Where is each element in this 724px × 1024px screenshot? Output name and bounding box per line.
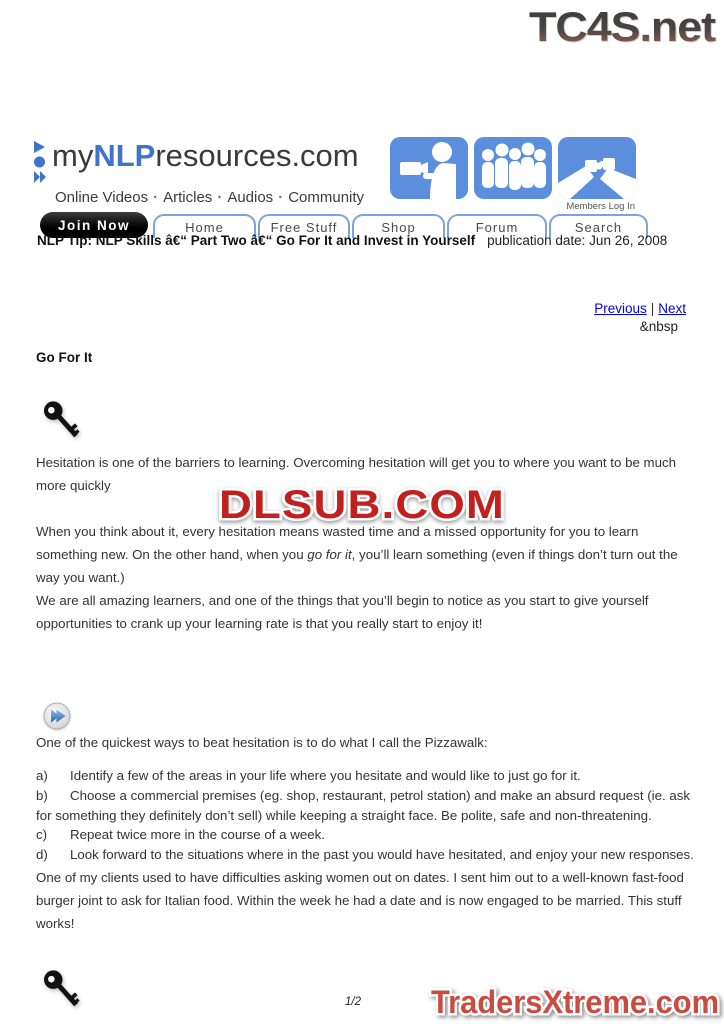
people-group-silhouette-tile: [474, 137, 552, 199]
tagline-item: Articles: [163, 189, 213, 206]
tagline-dot: ·: [278, 189, 284, 206]
logo-my: my: [52, 138, 94, 173]
paragraph-text: When you think about it, every hesitation means wasted time and a missed opportunity for you to learn something new. On the other hand, when you: [36, 524, 639, 562]
article-pager: [594, 301, 686, 334]
logo-tagline: [55, 189, 383, 206]
dlsub-watermark-text: DLSUB.COM: [219, 483, 505, 526]
paragraph-amazing-learners: We are all amazing learners, and one of the things that you’ll begin to notice as you start to give yourself opportunities to crank up your learning rate is that you really start to enjoy it!: [36, 593, 649, 631]
site-logo: [33, 138, 383, 206]
list-item-label: d): [36, 847, 48, 863]
list-item-label: c): [36, 827, 48, 843]
logo-text: [52, 138, 359, 174]
nbsp-artifact-text: &nbsp: [639, 319, 678, 334]
pizzawalk-list: [36, 766, 694, 865]
key-icon: [42, 400, 82, 448]
paragraph-hesitation: Hesitation is one of the barriers to learning. Overcoming hesitation will get you to where you want to be much more quickly: [36, 455, 677, 493]
list-item: [36, 786, 694, 826]
pager-links: [594, 301, 686, 316]
next-link[interactable]: Next: [658, 301, 686, 316]
videographer-icon: [390, 137, 468, 199]
previous-link[interactable]: Previous: [594, 301, 647, 316]
list-item-text: Choose a commercial premises (eg. shop, restaurant, petrol station) and make an absurd request (ie. ask for something they definitely don’t sell) while keeping a straight face. Be polite, safe and non-threatening.: [36, 787, 691, 823]
join-now-button[interactable]: Join Now: [40, 212, 148, 238]
logo-play-dot-chevrons-icon: [33, 140, 48, 186]
paragraph-client-story: One of my clients used to have difficulties asking women out on dates. I sent him out to a well-known fast-food burger joint to ask for Italian food. Within the week he had a date and is now engaged to be married. This stuff works!: [36, 870, 684, 931]
tc4s-watermark-text: TC4S.net: [529, 3, 717, 50]
section-heading: Go For It: [36, 350, 93, 365]
play-button-icon[interactable]: [42, 701, 72, 731]
tradersxtreme-watermark: [426, 981, 724, 1023]
tagline-dot: ·: [153, 189, 159, 206]
people-group-icon: [474, 137, 552, 199]
tab-search[interactable]: Search: [549, 214, 648, 238]
tab-forum[interactable]: Forum: [447, 214, 547, 238]
tab-home[interactable]: Home: [153, 214, 256, 238]
puzzle-hands-icon: [558, 137, 636, 199]
list-item: [36, 825, 694, 845]
tradersxtreme-watermark-text: TradersXtreme.com: [431, 984, 719, 1020]
videographer-silhouette-tile: [390, 137, 468, 199]
list-item: [36, 845, 694, 865]
go-for-it-italic: go for it: [307, 547, 352, 562]
members-log-in-link[interactable]: Members Log In: [566, 201, 635, 212]
tagline-item: Community: [288, 189, 365, 206]
paragraph-think-about-it: [36, 520, 694, 589]
puzzle-hands-silhouette-tile: [558, 137, 636, 199]
list-item-label: a): [36, 768, 48, 783]
paragraph-text: , you’ll learn something (even if things don’t turn out the way you want.): [36, 547, 678, 585]
page-number: 1/2: [345, 996, 361, 1008]
list-item: [36, 766, 694, 786]
list-item-text: Identify a few of the areas in your life where you hesitate and would like to just go for it.: [70, 768, 581, 783]
logo-nlp: NLP: [93, 138, 156, 173]
list-item-text: Look forward to the situations where in the past you would have hesitated, and enjoy your new responses.: [70, 847, 694, 863]
article-title-line: [37, 233, 707, 248]
header-banner-tiles: [390, 137, 636, 199]
tagline-dot: ·: [217, 189, 223, 206]
paragraph-pizzawalk: One of the quickest ways to beat hesitation is to do what I call the Pizzawalk:: [36, 735, 488, 750]
publication-date: publication date: Jun 26, 2008: [487, 233, 668, 248]
pager-separator: |: [650, 301, 655, 316]
list-item-label: b): [36, 787, 48, 803]
logo-resources: resources.com: [155, 138, 359, 173]
tab-shop[interactable]: Shop: [352, 214, 445, 238]
tc4s-watermark-logo: [524, 1, 720, 51]
key-icon: [42, 969, 82, 1017]
tagline-item: Audios: [227, 189, 274, 206]
list-item-text: Repeat twice more in the course of a week.: [70, 827, 325, 843]
tagline-item: Online Videos: [55, 189, 149, 206]
tab-free-stuff[interactable]: Free Stuff: [258, 214, 350, 238]
article-title: NLP Tip: NLP Skills â€“ Part Two â€“ Go For It and Invest in Yourself: [37, 233, 476, 248]
